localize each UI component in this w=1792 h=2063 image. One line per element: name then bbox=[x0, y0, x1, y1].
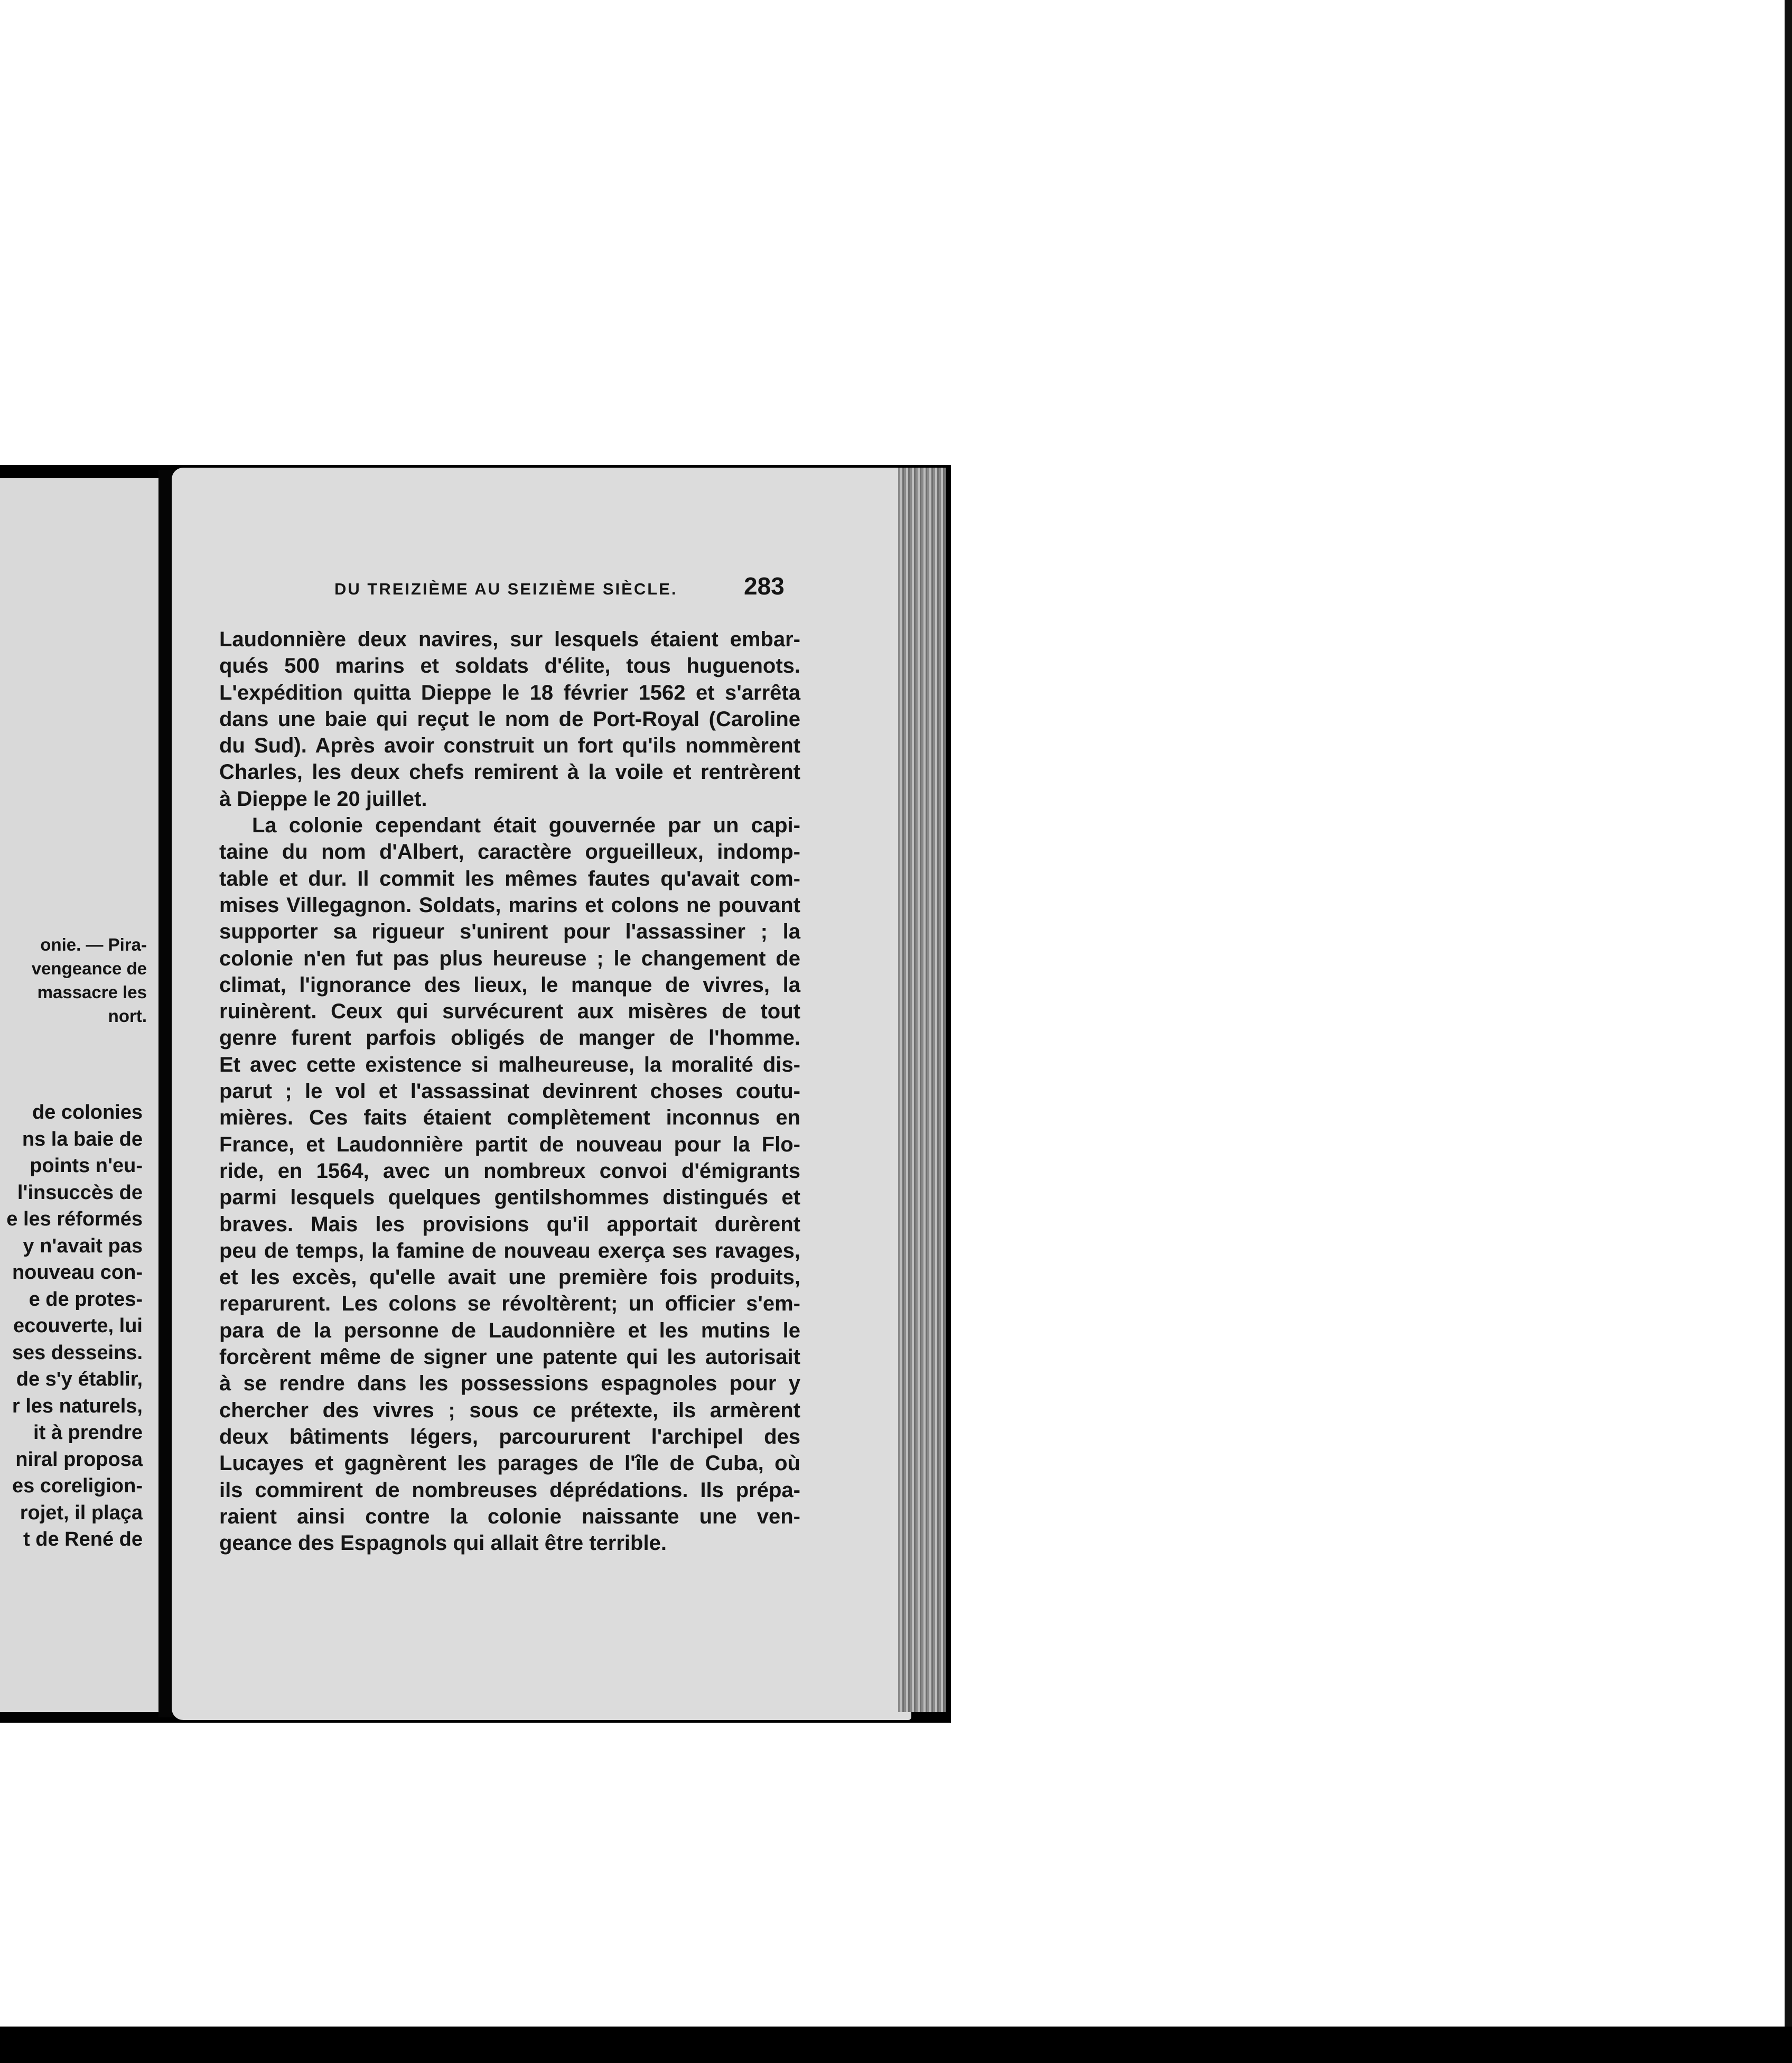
sidenote-line: massacre les bbox=[37, 982, 147, 1002]
sidenote-line: vengeance de bbox=[31, 959, 147, 978]
text-line: genre furent parfois obligés de manger de l'homme. bbox=[219, 1026, 800, 1050]
text-line: chercher des vivres ; sous ce prétexte, ils armèrent bbox=[219, 1398, 800, 1422]
page-number: 283 bbox=[744, 572, 785, 600]
left-text-line: e de protes- bbox=[29, 1288, 143, 1311]
left-text-line: es coreligion- bbox=[12, 1475, 143, 1497]
left-page-body bbox=[0, 1099, 143, 1553]
text-line: mières. Ces faits étaient complètement inconnus en bbox=[219, 1106, 800, 1130]
left-text-line: rojet, il plaça bbox=[20, 1501, 143, 1524]
text-line: ride, en 1564, avec un nombreux convoi d'émigrants bbox=[219, 1159, 800, 1183]
text-line: Charles, les deux chefs remirent à la voile et rentrèrent bbox=[219, 760, 800, 784]
text-line: Laudonnière deux navires, sur lesquels étaient embar- bbox=[219, 628, 800, 651]
text-line: Lucayes et gagnèrent les parages de l'île de Cuba, où bbox=[219, 1452, 800, 1475]
text-line: France, et Laudonnière partit de nouveau pour la Flo- bbox=[219, 1132, 800, 1156]
text-line: supporter sa rigueur s'unirent pour l'assassiner ; la bbox=[219, 920, 800, 944]
film-edge bbox=[1785, 0, 1792, 2027]
text-line: table et dur. Il commit les mêmes fautes qu'avait com- bbox=[219, 867, 800, 890]
film-bottom-border bbox=[0, 2027, 1792, 2063]
text-line: à se rendre dans les possessions espagnoles pour y bbox=[219, 1372, 800, 1396]
text-line: du Sud). Après avoir construit un fort qu'ils nommèrent bbox=[219, 734, 800, 758]
text-line: reparurent. Les colons se révoltèrent; un officier s'em- bbox=[219, 1292, 800, 1316]
text-line: parmi lesquels quelques gentilshommes distingués et bbox=[219, 1186, 800, 1210]
sidenote-line: onie. — Pira- bbox=[40, 935, 147, 954]
text-line: taine du nom d'Albert, caractère orgueilleux, indomp- bbox=[219, 840, 800, 864]
body-text bbox=[219, 626, 800, 1556]
text-line: ruinèrent. Ceux qui survécurent aux misères de tout bbox=[219, 1000, 800, 1024]
text-line: qués 500 marins et soldats d'élite, tous huguenots. bbox=[219, 654, 800, 678]
text-line: climat, l'ignorance des lieux, le manque de vivres, la bbox=[219, 973, 800, 997]
running-head: DU TREIZIÈME AU SEIZIÈME SIÈCLE. bbox=[334, 580, 678, 598]
left-text-line: it à prendre bbox=[33, 1421, 143, 1444]
text-line: forcèrent même de signer une patente qui les autorisait bbox=[219, 1345, 800, 1369]
left-text-line: de colonies bbox=[32, 1101, 143, 1123]
text-line: mises Villegagnon. Soldats, marins et colons ne pouvant bbox=[219, 893, 800, 917]
sidenote-line: nort. bbox=[108, 1006, 147, 1026]
text-line: et les excès, qu'elle avait une première fois produits, bbox=[219, 1266, 800, 1289]
text-line: peu de temps, la famine de nouveau exerça ses ravages, bbox=[219, 1239, 800, 1262]
text-line: à Dieppe le 20 juillet. bbox=[219, 787, 427, 811]
left-text-line: ses desseins. bbox=[12, 1341, 143, 1364]
text-line: ils commirent de nombreuses déprédations. Ils prépa- bbox=[219, 1478, 800, 1502]
left-page-sidenote bbox=[0, 933, 147, 1028]
text-line: braves. Mais les provisions qu'il apportait durèrent bbox=[219, 1212, 800, 1236]
text-line: raient ainsi contre la colonie naissante une ven- bbox=[219, 1504, 800, 1528]
left-text-line: de s'y établir, bbox=[16, 1368, 143, 1390]
text-line: para de la personne de Laudonnière et les mutins le bbox=[219, 1318, 800, 1342]
left-text-line: points n'eu- bbox=[30, 1155, 143, 1177]
text-line: L'expédition quitta Dieppe le 18 février 1562 et s'arrêta bbox=[219, 681, 800, 704]
text-line: Et avec cette existence si malheureuse, la moralité dis- bbox=[219, 1053, 800, 1076]
text-line: geance des Espagnols qui allait être terrible. bbox=[219, 1531, 667, 1555]
left-text-line: ecouverte, lui bbox=[13, 1315, 143, 1337]
left-text-line: e les réformés bbox=[6, 1208, 143, 1230]
left-text-line: t de René de bbox=[23, 1528, 143, 1550]
left-text-line: ns la baie de bbox=[22, 1128, 143, 1150]
left-text-line: niral proposa bbox=[15, 1448, 143, 1471]
left-text-line: nouveau con- bbox=[12, 1261, 143, 1284]
text-line: parut ; le vol et l'assassinat devinrent choses coutu- bbox=[219, 1080, 800, 1103]
page-edges bbox=[898, 468, 946, 1712]
left-text-line: y n'avait pas bbox=[23, 1234, 143, 1257]
text-line: deux bâtiments légers, parcoururent l'archipel des bbox=[219, 1425, 800, 1448]
left-text-line: l'insuccès de bbox=[17, 1181, 143, 1204]
left-page bbox=[0, 478, 174, 1712]
text-line: colonie n'en fut pas plus heureuse ; le changement de bbox=[219, 946, 800, 970]
text-line: dans une baie qui reçut le nom de Port-Royal (Caroline bbox=[219, 707, 800, 731]
left-text-line: r les naturels, bbox=[12, 1395, 143, 1417]
text-line: La colonie cependant était gouvernée par un capi- bbox=[252, 814, 800, 838]
